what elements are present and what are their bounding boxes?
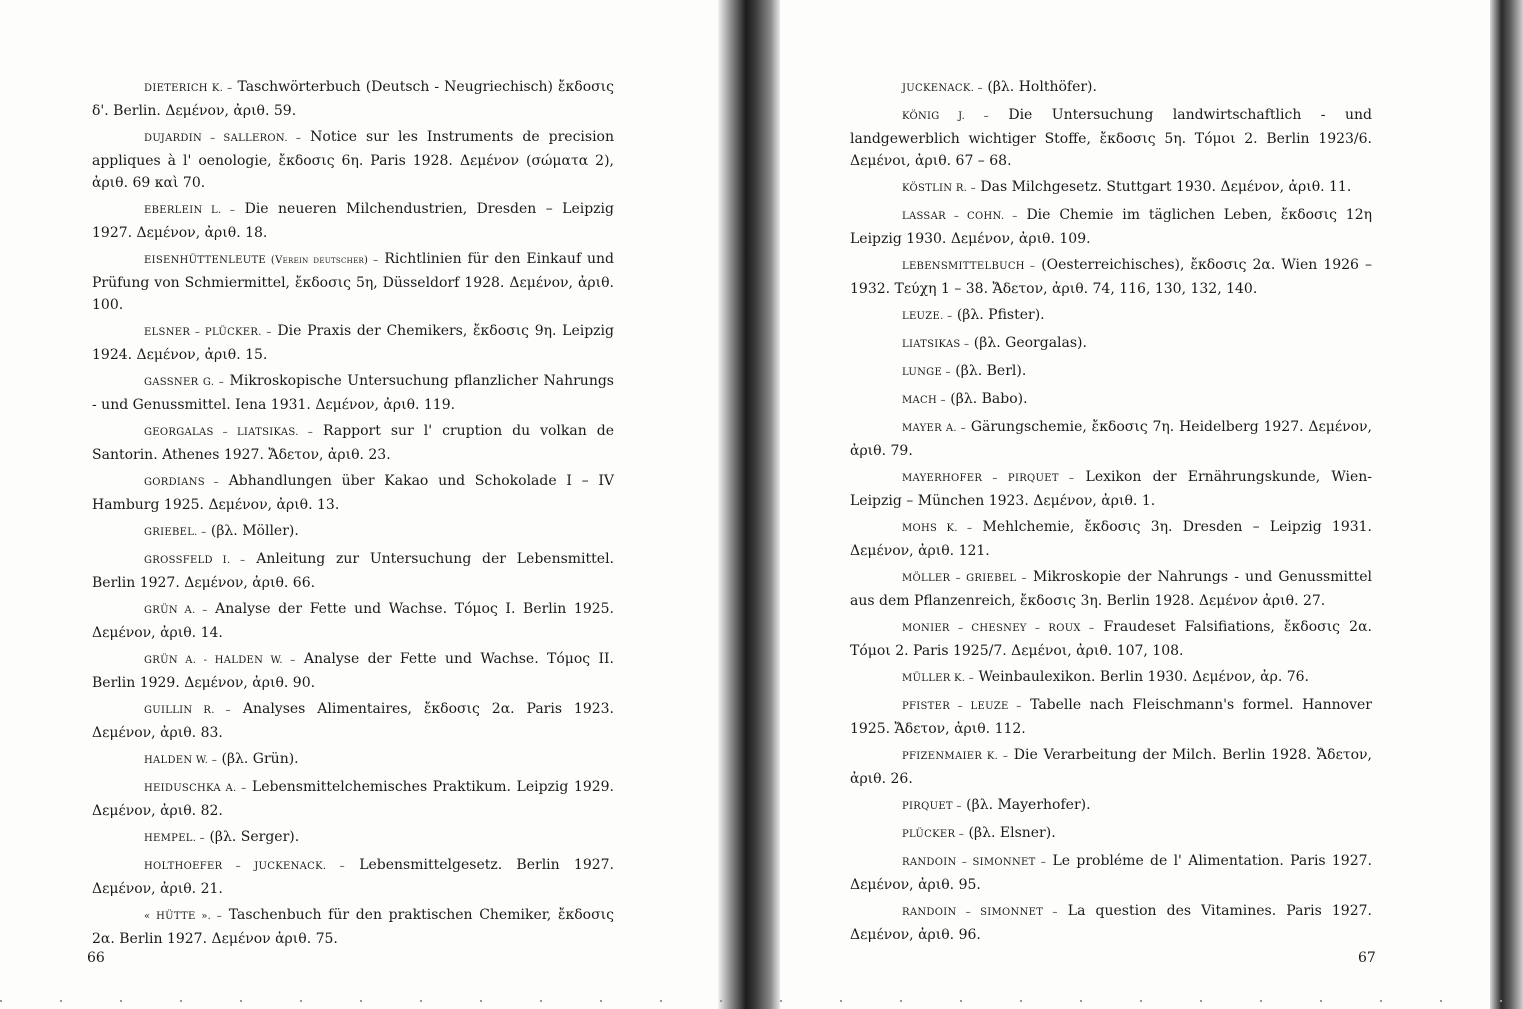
entry-author: GORDIANS – (144, 477, 219, 488)
bibliography-entry (850, 900, 1372, 946)
bibliography-entry (92, 248, 614, 316)
entry-author: PLÜCKER – (902, 829, 965, 840)
entry-author: GRIEBEL. – (144, 527, 207, 538)
bibliography-entry (92, 904, 614, 950)
entry-author: GASSNER G. – (144, 377, 225, 388)
bibliography-list-right (850, 76, 1372, 950)
entry-text: Analyse der Fette und Wachse. Τόμος II. Berlin 1929. Δεμένον, ἀριθ. 90. (92, 651, 614, 691)
entry-author: LUNGE – (902, 367, 951, 378)
entry-author: MÖLLER – GRIEBEL – (902, 573, 1027, 584)
entry-author: DIETERICH K. – (144, 83, 233, 94)
entry-author: KÖNIG J. – (902, 111, 989, 122)
entry-author: GRÜN A. - HALDEN W. – (144, 655, 296, 666)
bibliography-entry (850, 204, 1372, 250)
entry-text: Rapport sur l' cruption du volkan de Santorin. Athenes 1927. Ἄδετον, ἀριθ. 23. (92, 423, 614, 463)
entry-text: Die neueren Milchendustrien, Dresden – Leipzig 1927. Δεμένον, ἀριθ. 18. (92, 201, 614, 241)
entry-text: (βλ. Berl). (950, 363, 1027, 379)
bibliography-entry (92, 520, 614, 544)
bibliography-entry (850, 616, 1372, 662)
bibliography-entry (92, 776, 614, 822)
entry-text: Fraudeset Falsifiations, ἔκδοσις 2α. Τόμοι 2. Paris 1925/7. Δεμένοι, ἀριθ. 107, 108. (850, 619, 1372, 659)
entry-text: Die Chemie im täglichen Leben, ἔκδοσις 12η Leipzig 1930. Δεμένον, ἀριθ. 109. (850, 207, 1373, 247)
entry-author: JUCKENACK. – (902, 83, 983, 94)
entry-text: Richtlinien für den Einkauf und Prüfung von Schmiermittel, ἔκδοσις 5η, Düsseldorf 1928. Δεμένον, ἀριθ. 100. (92, 251, 614, 313)
entry-text: Taschwörterbuch (Deutsch - Neugriechisch) ἔκδοσις δ'. Berlin. Δεμένον, ἀριθ. 59. (92, 79, 615, 119)
bibliography-entry (92, 320, 614, 366)
bibliography-entry (850, 304, 1372, 328)
left-page (0, 0, 718, 1009)
entry-text: Lebensmittelgesetz. Berlin 1927. Δεμένον, ἀριθ. 21. (92, 857, 614, 897)
entry-text: Weinbaulexikon. Berlin 1930. Δεμένον, ἀρ. 76. (974, 669, 1309, 685)
bibliography-entry (92, 854, 614, 900)
entry-author: PIRQUET – (902, 801, 962, 812)
entry-text: (βλ. Serger). (205, 829, 300, 845)
entry-author: PFIZENMAIER K. – (902, 751, 1009, 762)
bibliography-entry (850, 566, 1372, 612)
entry-text: Taschenbuch für den praktischen Chemiker, ἔκδοσις 2α. Berlin 1927. Δεμένον ἀριθ. 75. (92, 907, 614, 947)
entry-text: Notice sur les Instruments de precision appliques à l' oenologie, ἔκδοσις 6η. Paris 1928. Δεμένον (σώματα 2), ἀριθ. 69 καὶ 70. (92, 129, 614, 191)
entry-author: GRÜN A. – (144, 605, 208, 616)
entry-text: Gärungschemie, ἔκδοσις 7η. Heidelberg 1927. Δεμένον, ἀριθ. 79. (850, 419, 1373, 459)
bibliography-entry (850, 254, 1372, 300)
entry-text: Die Untersuchung landwirtschaftlich - und landgewerblich wichtiger Stoffe, ἔκδοσις 5η. Τόμοι 2. Berlin 1923/6. Δεμένοι, ἀριθ. 67 – 68. (850, 107, 1372, 169)
entry-text: Die Verarbeitung der Milch. Berlin 1928. Ἄδετον, ἀριθ. 26. (850, 747, 1372, 787)
entry-text: (Oesterreichisches), ἔκδοσις 2α. Wien 1926 – 1932. Τεύχη 1 – 38. Ἄδετον, ἀριθ. 74, 116, 130, 132, 140. (850, 257, 1372, 297)
entry-text: (βλ. Pfister). (952, 307, 1045, 323)
bibliography-entry (92, 548, 614, 594)
bibliography-entry (850, 822, 1372, 846)
bibliography-entry (850, 416, 1372, 462)
bibliography-entry (850, 176, 1372, 200)
entry-text: Abhandlungen über Kakao und Schokolade I – IV Hamburg 1925. Δεμένον, ἀριθ. 13. (92, 473, 615, 513)
entry-author: PFISTER – LEUZE – (902, 701, 1022, 712)
entry-text: (βλ. Elsner). (964, 825, 1056, 841)
bibliography-entry (92, 826, 614, 850)
bibliography-entry (850, 516, 1372, 562)
entry-author: MACH – (902, 395, 946, 406)
entry-author: HEIDUSCHKA A. – (144, 783, 247, 794)
page-number-right: 67 (1358, 950, 1376, 966)
page-number-left: 66 (87, 950, 105, 966)
entry-text: (βλ. Mayerhofer). (961, 797, 1091, 813)
entry-author: MAYERHOFER – PIRQUET – (902, 473, 1075, 484)
bibliography-entry (92, 598, 614, 644)
entry-author: EISENHÜTTENLEUTE (Verein deutscher) – (144, 255, 379, 266)
entry-text: Le probléme de l' Alimentation. Paris 1927. Δεμένον, ἀριθ. 95. (850, 853, 1372, 893)
bibliography-entry (92, 76, 614, 122)
bibliography-entry (850, 360, 1372, 384)
bibliography-entry (850, 332, 1372, 356)
bibliography-entry (92, 126, 614, 194)
bibliography-list-left (92, 76, 614, 954)
bibliography-entry (92, 748, 614, 772)
bibliography-entry (92, 698, 614, 744)
entry-text: Lebensmittelchemisches Praktikum. Leipzig 1929. Δεμένον, ἀριθ. 82. (92, 779, 614, 819)
entry-author: KÖSTLIN R. – (902, 183, 976, 194)
entry-author: MAYER A. – (902, 423, 966, 434)
bibliography-entry (92, 370, 614, 416)
entry-author: MOHS K. – (902, 523, 973, 534)
entry-text: Analyses Alimentaires, ἔκδοσις 2α. Paris 1923. Δεμένον, ἀριθ. 83. (92, 701, 615, 741)
entry-author: MONIER – CHESNEY – ROUX – (902, 623, 1095, 634)
entry-author: LEUZE. – (902, 311, 953, 322)
entry-text: (βλ. Georgalas). (969, 335, 1087, 351)
entry-text: Mehlchemie, ἔκδοσις 3η. Dresden – Leipzig 1931. Δεμένον, ἀριθ. 121. (850, 519, 1373, 559)
bibliography-entry (92, 420, 614, 466)
bibliography-entry (850, 850, 1372, 896)
entry-author: RANDOIN – SIMONNET – (902, 907, 1058, 918)
entry-text: (βλ. Babo). (945, 391, 1028, 407)
bibliography-entry (92, 470, 614, 516)
entry-author: « HÜTTE ». – (144, 911, 223, 922)
bibliography-entry (850, 744, 1372, 790)
entry-author: DUJARDIN – SALLERON. – (144, 133, 302, 144)
entry-author: EBERLEIN L. – (144, 205, 236, 216)
bibliography-entry (850, 388, 1372, 412)
book-gutter (718, 0, 780, 1009)
entry-author: MÜLLER K. – (902, 673, 975, 684)
bibliography-entry (850, 694, 1372, 740)
entry-text: Lexikon der Ernährungskunde, Wien-Leipzig – München 1923. Δεμένον, ἀριθ. 1. (850, 469, 1372, 509)
entry-author: GUILLIN R. – (144, 705, 231, 716)
bibliography-entry (92, 648, 614, 694)
entry-text: (βλ. Grün). (217, 751, 299, 767)
bibliography-entry (850, 76, 1372, 100)
entry-text: Analyse der Fette und Wachse. Τόμος I. Berlin 1925. Δεμένον, ἀριθ. 14. (92, 601, 614, 641)
entry-author: HALDEN W. – (144, 755, 218, 766)
bibliography-entry (92, 198, 614, 244)
bibliography-entry (850, 104, 1372, 172)
entry-text: La question des Vitamines. Paris 1927. Δεμένον, ἀριθ. 96. (850, 903, 1372, 943)
entry-author: GROSSFELD I. – (144, 555, 246, 566)
bibliography-entry (850, 666, 1372, 690)
entry-text: Mikroskopische Untersuchung pflanzlicher Nahrungs - und Genussmittel. Iena 1931. Δεμένον, ἀριθ. 119. (92, 373, 614, 413)
entry-author: LASSAR – COHN. – (902, 211, 1018, 222)
entry-author: ELSNER – PLÜCKER. – (144, 327, 272, 338)
scan-margin-dots (0, 1000, 1523, 1002)
entry-author: RANDOIN – SIMONNET – (902, 857, 1047, 868)
entry-author: HOLTHOEFER – JUCKENACK. – (144, 861, 345, 872)
entry-text: Mikroskopie der Nahrungs - und Genussmittel aus dem Pflanzenreich, ἔκδοσις 3η. Berlin 1928. Δεμένον ἀριθ. 27. (850, 569, 1372, 609)
bibliography-entry (850, 794, 1372, 818)
right-page (780, 0, 1490, 1009)
entry-text: Das Milchgesetz. Stuttgart 1930. Δεμένον, ἀριθ. 11. (975, 179, 1352, 195)
entry-text: Anleitung zur Untersuchung der Lebensmittel. Berlin 1927. Δεμένον, ἀριθ. 66. (92, 551, 614, 591)
entry-text: Tabelle nach Fleischmann's formel. Hannover 1925. Ἄδετον, ἀριθ. 112. (850, 697, 1372, 737)
entry-text: (βλ. Holthöfer). (982, 79, 1097, 95)
scan-edge (1490, 0, 1523, 1009)
entry-text: Die Praxis der Chemikers, ἔκδοσις 9η. Leipzig 1924. Δεμένον, ἀριθ. 15. (92, 323, 614, 363)
entry-author: HEMPEL. – (144, 833, 205, 844)
entry-author: GEORGALAS – LIATSIKAS. – (144, 427, 313, 438)
bibliography-entry (850, 466, 1372, 512)
entry-author: LEBENSMITTELBUCH – (902, 261, 1036, 272)
entry-text: (βλ. Möller). (206, 523, 299, 539)
entry-author: LIATSIKAS – (902, 339, 970, 350)
